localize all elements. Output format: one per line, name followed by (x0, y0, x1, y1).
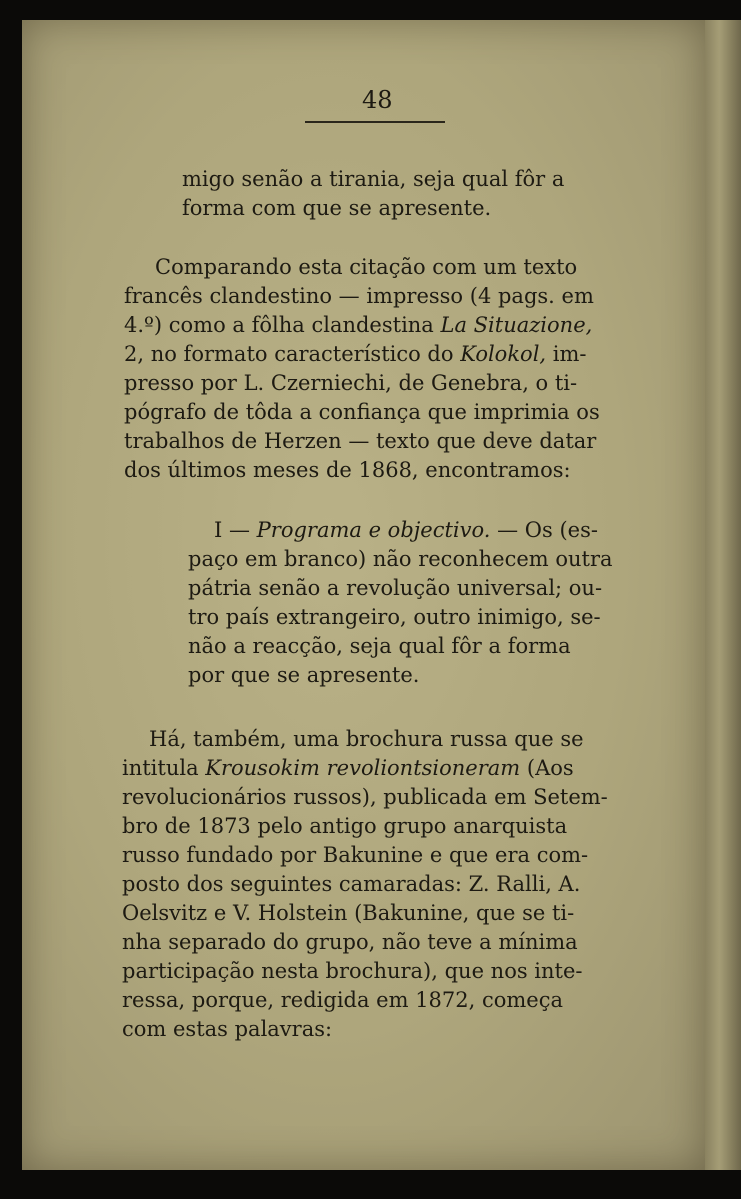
para2-line-7: trabalhos de Herzen — texto que deve datar (124, 429, 597, 453)
para3-line-3: revolucionários russos), publicada em Setem- (122, 785, 608, 809)
quote-line-1: I — Programa e objectivo. — Os (es- (214, 518, 598, 542)
para3-line-7: Oelsvitz e V. Holstein (Bakunine, que se ti- (122, 901, 575, 925)
para2-line-6: pógrafo de tôda a confiança que imprimia os (124, 400, 600, 424)
para1-line-2: forma com que se apresente. (182, 196, 492, 220)
para3-line-2: intitula Krousokim revoliontsioneram (Aos (122, 756, 574, 780)
page-number: 48 (362, 86, 393, 114)
quote-line-2: paço em branco) não reconhecem outra (188, 547, 613, 571)
para3-line-9: participação nesta brochura), que nos inte- (122, 959, 583, 983)
para3-line-5: russo fundado por Bakunine e que era com- (122, 843, 589, 867)
para3-line-1: Há, também, uma brochura russa que se (149, 727, 584, 751)
para2-line-8: dos últimos meses de 1868, encontramos: (124, 458, 571, 482)
para2-line-5: presso por L. Czerniechi, de Genebra, o ti- (124, 371, 578, 395)
para3-line-6: posto dos seguintes camaradas: Z. Ralli, A. (122, 872, 581, 896)
para2-line-2: francês clandestino — impresso (4 pags. em (124, 284, 594, 308)
para3-line-8: nha separado do grupo, não teve a mínima (122, 930, 578, 954)
quote-line-6: por que se apresente. (188, 663, 420, 687)
para3-line-11: com estas palavras: (122, 1017, 333, 1041)
para2-line-1: Comparando esta citação com um texto (155, 255, 578, 279)
para2-line-3: 4.º) como a fôlha clandestina La Situazione, (124, 313, 593, 337)
para1-line-1: migo senão a tirania, seja qual fôr a (182, 167, 565, 191)
para3-line-10: ressa, porque, redigida em 1872, começa (122, 988, 564, 1012)
para2-line-4: 2, no formato característico do Kolokol, im- (124, 342, 587, 366)
quote-line-5: não a reacção, seja qual fôr a forma (188, 634, 571, 658)
quote-line-4: tro país extrangeiro, outro inimigo, se- (188, 605, 601, 629)
quote-line-3: pátria senão a revolução universal; ou- (188, 576, 603, 600)
header-rule (305, 121, 445, 123)
para3-line-4: bro de 1873 pelo antigo grupo anarquista (122, 814, 568, 838)
